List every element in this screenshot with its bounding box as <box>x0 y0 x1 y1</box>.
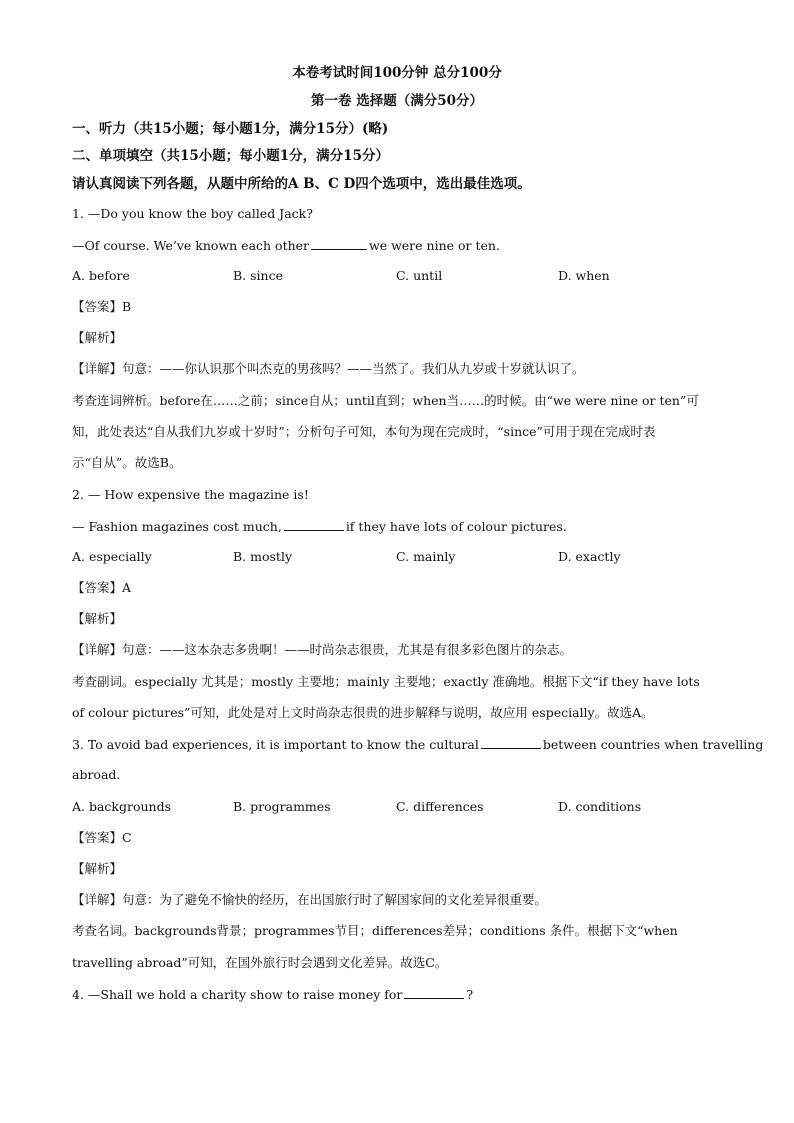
q3-exp2: travelling abroad”可知，在国外旅行时会遇到文化差异。故选C。 <box>72 955 448 970</box>
q2-exp2: of colour pictures”可知，此处是对上文时尚杂志很贵的进步解释与说明，故应用 especially。故选A。 <box>72 705 654 720</box>
q4-line1-pre: 4. —Shall we hold a charity show to raise money for <box>72 987 403 1002</box>
q1-line1: 1. —Do you know the boy called Jack? <box>72 206 313 221</box>
q2-answer: 【答案】A <box>72 580 132 595</box>
q3-line1-pre: 3. To avoid bad experiences, it is important to know the cultural <box>72 737 479 752</box>
section-instruction: 请认真阅读下列各题，从题中所给的A B、C D四个选项中，选出最佳选项。 <box>72 176 531 192</box>
q1-line2 <box>72 237 500 254</box>
q2-line2-pre: — Fashion magazines cost much, <box>72 519 282 534</box>
answer-blank <box>404 986 464 999</box>
q3-analysis: 【解析】 <box>72 861 123 876</box>
q1-option-b: B. since <box>233 268 283 283</box>
q2-line1: 2. — How expensive the magazine is! <box>72 487 309 502</box>
exam-title: 本卷考试时间100分钟 总分100分 <box>292 65 502 81</box>
q2-exp1: 考查副词。especially 尤其是；mostly 主要地；mainly 主要地；exactly 准确地。根据下文“if they have lots <box>72 674 700 689</box>
q4-line1 <box>72 986 473 1003</box>
answer-blank <box>311 237 367 250</box>
q2-option-c: C. mainly <box>396 549 456 564</box>
q1-detail: 【详解】句意：——你认识那个叫杰克的男孩吗？——当然了。我们从九岁或十岁就认识了。 <box>72 361 585 376</box>
q2-line2 <box>72 518 567 535</box>
q3-option-a: A. backgrounds <box>72 799 172 814</box>
q1-option-a: A. before <box>72 268 130 283</box>
q2-option-b: B. mostly <box>233 549 293 564</box>
q3-line1-post: between countries when travelling <box>542 737 764 752</box>
q1-line2-pre: —Of course. We’ve known each other <box>72 238 310 253</box>
q1-exp3: 示“自从”。故选B。 <box>72 455 182 470</box>
q2-option-a: A. especially <box>72 549 152 564</box>
q2-detail: 【详解】句意：——这本杂志多贵啊！——时尚杂志很贵，尤其是有很多彩色图片的杂志。 <box>72 642 573 657</box>
q1-line2-post: we were nine or ten. <box>369 238 500 253</box>
answer-blank <box>284 518 344 531</box>
q2-analysis: 【解析】 <box>72 611 123 626</box>
q3-option-b: B. programmes <box>233 799 331 814</box>
answer-blank <box>481 736 541 749</box>
q3-line1 <box>72 736 763 753</box>
q3-exp1: 考查名词。backgrounds背景；programmes节目；differences差异；conditions 条件。根据下文“when <box>72 923 678 938</box>
section-fill: 二、单项填空（共15小题；每小题1分，满分15分） <box>72 148 389 164</box>
q2-option-d: D. exactly <box>558 549 621 564</box>
exam-subtitle: 第一卷 选择题（满分50分） <box>311 93 483 109</box>
q1-analysis: 【解析】 <box>72 330 123 345</box>
q1-exp2: 知，此处表达“自从我们九岁或十岁时”；分析句子可知，本句为现在完成时，“since”可用于现在完成时表 <box>72 424 656 439</box>
q4-line1-post: ? <box>466 987 474 1002</box>
q3-detail: 【详解】句意：为了避免不愉快的经历，在出国旅行时了解国家间的文化差异很重要。 <box>72 892 548 907</box>
q1-answer: 【答案】B <box>72 299 132 314</box>
q3-option-d: D. conditions <box>558 799 642 814</box>
section-listening: 一、听力（共15小题；每小题1分，满分15分）(略) <box>72 121 389 137</box>
q1-exp1: 考查连词辨析。before在……之前；since自从；until直到；when当……的时候。由“we were nine or ten”可 <box>72 393 699 408</box>
q3-line2: abroad. <box>72 767 121 782</box>
q3-option-c: C. differences <box>396 799 484 814</box>
q2-line2-post: if they have lots of colour pictures. <box>345 519 567 534</box>
q1-option-d: D. when <box>558 268 610 283</box>
q1-option-c: C. until <box>396 268 443 283</box>
q3-answer: 【答案】C <box>72 830 132 845</box>
